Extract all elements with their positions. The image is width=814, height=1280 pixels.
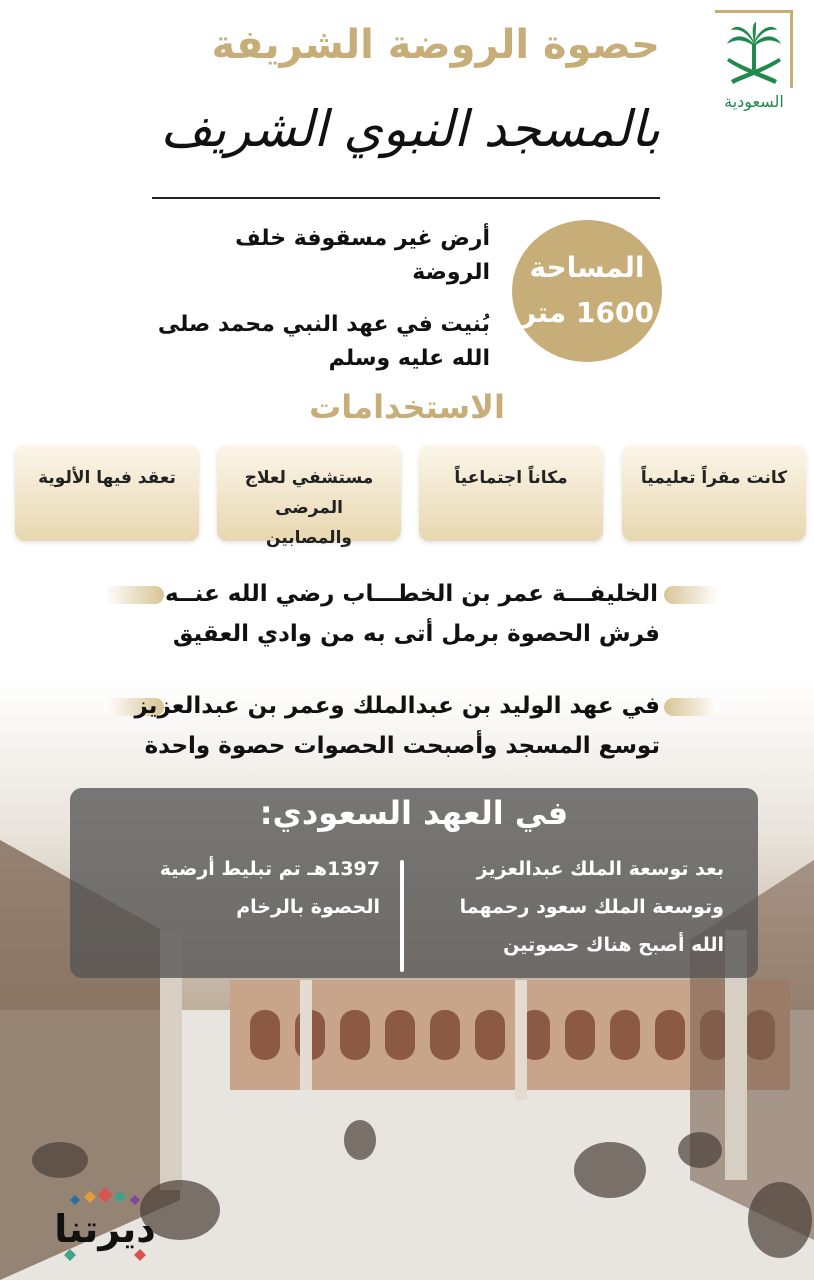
brand-text: ديرتنا (54, 1207, 156, 1251)
brand-logo (50, 1185, 160, 1265)
history-line: فرش الحصوة برمل أتى به من وادي العقيق (172, 621, 660, 647)
area-facts (150, 222, 490, 394)
panel-line: الحصوة بالرخام (236, 896, 380, 918)
use-card-social (419, 445, 603, 541)
page-subtitle: بالمسجد النبوي الشريف (160, 100, 660, 158)
saudi-era-left-text (120, 850, 380, 926)
saudi-era-panel (70, 788, 758, 978)
saudi-era-title: في العهد السعودي: (259, 794, 569, 832)
bullet-marker (664, 698, 719, 716)
saudi-logo (715, 10, 793, 115)
area-value: 1600 متر (520, 296, 654, 329)
panel-line: الله أصبح هناك حصوتين (503, 934, 724, 956)
use-card-label: كانت مقراً تعليمياً (640, 468, 788, 488)
use-card-label: مكاناً اجتماعياً (454, 468, 568, 488)
bullet-marker (664, 586, 719, 604)
fact-item: بُنيت في عهد النبي محمد صلى الله عليه وسلم (157, 312, 490, 371)
logo-text: السعودية (724, 92, 784, 111)
panel-line: وتوسعة الملك سعود رحمهما (459, 896, 724, 918)
history-item (100, 574, 660, 654)
saudi-era-right-text (424, 850, 724, 964)
panel-line: بعد توسعة الملك عبدالعزيز (476, 858, 724, 880)
area-badge (512, 220, 662, 362)
title-divider (152, 197, 660, 199)
use-card-hospital (217, 445, 401, 548)
use-card-banners (15, 445, 199, 541)
use-card-education (622, 445, 806, 541)
history-line: في عهد الوليد بن عبدالملك وعمر بن عبدالعزيز (134, 693, 660, 719)
use-card-label: مستشفي لعلاج المرضى والمصابين (244, 468, 374, 548)
panel-line: 1397هـ تم تبليط أرضية (159, 858, 380, 880)
page-title: حصوة الروضة الشريفة (211, 22, 660, 68)
fact-item: أرض غير مسقوفة خلف الروضة (235, 226, 490, 285)
history-line: الخليفـــة عمر بن الخطـــاب رضي الله عنــه (165, 581, 658, 607)
palm-swords-icon (723, 22, 785, 88)
history-item (100, 686, 660, 766)
area-label: المساحة (529, 251, 645, 285)
history-line: توسع المسجد وأصبحت الحصوات حصوة واحدة (144, 733, 660, 759)
use-card-label: تعقد فيها الألوية (38, 468, 176, 488)
panel-divider (400, 860, 404, 972)
uses-title: الاستخدامات (309, 388, 505, 426)
